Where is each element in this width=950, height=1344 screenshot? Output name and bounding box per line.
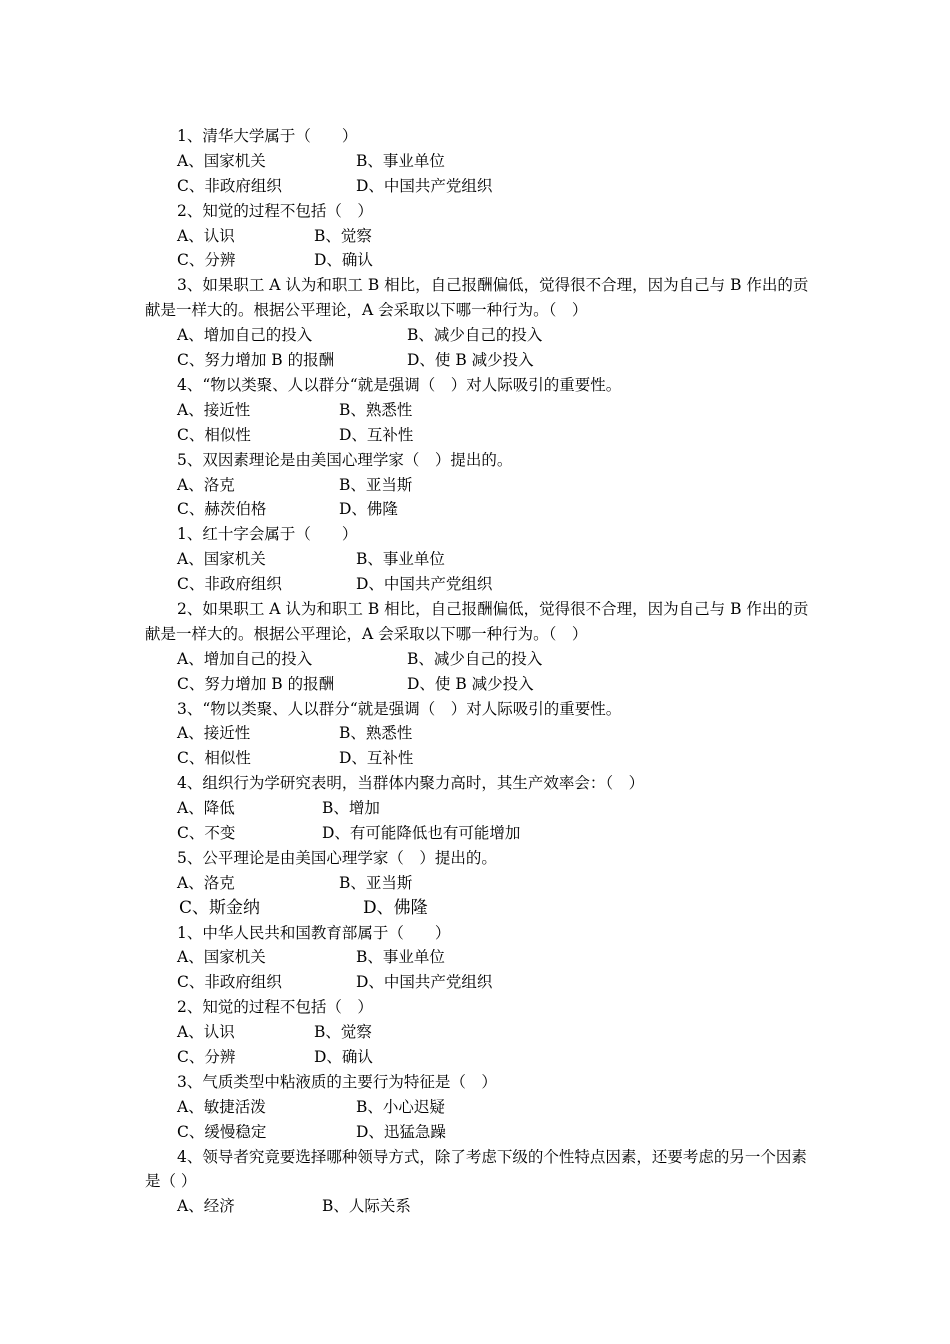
option-a: A、国家机关 — [177, 948, 266, 967]
options-row — [145, 224, 810, 249]
options-row — [145, 174, 810, 199]
option-b: B、人际关系 — [322, 1197, 411, 1216]
option-b: B、增加 — [322, 799, 380, 818]
options-row — [145, 672, 810, 697]
option-a: A、国家机关 — [177, 550, 266, 569]
question-block — [145, 124, 810, 1219]
options-row — [145, 1020, 810, 1045]
option-d: D、确认 — [314, 251, 373, 270]
option-a: A、洛克 — [177, 873, 235, 892]
option-d: D、使 B 减少投入 — [407, 674, 534, 693]
options-row — [145, 547, 810, 572]
option-b: B、事业单位 — [356, 550, 445, 569]
option-a: A、接近性 — [177, 400, 251, 419]
option-a: A、经济 — [177, 1197, 235, 1216]
question-1-text: 1、中华人民共和国教育部属于（ ） — [177, 923, 451, 942]
option-b: B、觉察 — [314, 226, 372, 245]
option-a: A、认识 — [177, 226, 235, 245]
option-c: C、努力增加 B 的报酬 — [177, 351, 335, 370]
options-row — [145, 896, 810, 921]
options-row — [145, 1194, 810, 1219]
option-a: A、认识 — [177, 1023, 235, 1042]
option-c: C、缓慢稳定 — [177, 1122, 267, 1141]
options-row — [145, 945, 810, 970]
option-c: C、不变 — [177, 824, 236, 842]
question-2-text: 2、知觉的过程不包括（ ） — [177, 998, 373, 1017]
option-a: A、敏捷活泼 — [177, 1097, 266, 1116]
option-d: D、有可能降低也有可能增加 — [322, 824, 521, 842]
options-row — [145, 572, 810, 597]
option-d: D、互补性 — [339, 425, 414, 444]
question-1-text: 1、红十字会属于（ ） — [177, 525, 358, 544]
option-c: C、赫茨伯格 — [177, 500, 267, 519]
question-5-text: 5、双因素理论是由美国心理学家（ ）提出的。 — [177, 450, 513, 469]
option-a: A、接近性 — [177, 724, 251, 743]
question-4-text: 4、领导者究竟要选择哪种领导方式，除了考虑下级的个性特点因素，还要考虑的另一个因素是（ ） — [145, 1147, 807, 1191]
question-4-text: 4、组织行为学研究表明，当群体内聚力高时，其生产效率会：（ ） — [177, 774, 645, 793]
option-a: A、洛克 — [177, 475, 235, 494]
option-c: C、非政府组织 — [177, 575, 282, 594]
option-c: C、分辨 — [177, 251, 236, 270]
options-row — [145, 1045, 810, 1070]
option-d: D、确认 — [314, 1048, 373, 1067]
option-d: D、互补性 — [339, 749, 414, 768]
option-b: B、熟悉性 — [339, 400, 413, 419]
options-row — [145, 423, 810, 448]
option-c: C、非政府组织 — [177, 176, 282, 195]
options-row — [145, 746, 810, 771]
option-c: C、非政府组织 — [177, 973, 282, 992]
options-row — [145, 248, 810, 273]
options-row — [145, 497, 810, 522]
option-b: B、觉察 — [314, 1023, 372, 1042]
question-3-text: 3、如果职工 A 认为和职工 B 相比，自己报酬偏低，觉得很不合理，因为自己与 B 作出的贡献是一样大的。根据公平理论，A 会采取以下哪一种行为。（ ） — [145, 276, 809, 320]
option-c: C、斯金纳 — [179, 897, 261, 918]
question-2-text: 2、知觉的过程不包括（ ） — [177, 201, 373, 220]
options-row — [145, 821, 810, 846]
option-d: D、使 B 减少投入 — [407, 351, 534, 370]
question-3-text: 3、气质类型中粘液质的主要行为特征是（ ） — [177, 1072, 497, 1091]
option-c: C、努力增加 B 的报酬 — [177, 674, 335, 693]
option-d: D、中国共产党组织 — [356, 176, 493, 195]
option-c: C、相似性 — [177, 425, 251, 444]
option-c: C、分辨 — [177, 1048, 236, 1067]
option-a: A、降低 — [177, 799, 235, 818]
options-row — [145, 398, 810, 423]
option-b: B、亚当斯 — [339, 873, 413, 892]
option-b: B、亚当斯 — [339, 475, 413, 494]
options-row — [145, 721, 810, 746]
option-d: D、迅猛急躁 — [356, 1122, 446, 1141]
option-d: D、中国共产党组织 — [356, 973, 493, 992]
option-b: B、减少自己的投入 — [407, 326, 543, 345]
option-b: B、事业单位 — [356, 948, 445, 967]
option-d: D、中国共产党组织 — [356, 575, 493, 594]
question-4-text: 4、“物以类聚、人以群分“就是强调（ ）对人际吸引的重要性。 — [177, 375, 622, 394]
options-row — [145, 871, 810, 896]
options-row — [145, 796, 810, 821]
option-a: A、增加自己的投入 — [177, 649, 313, 668]
question-2-text: 2、如果职工 A 认为和职工 B 相比，自己报酬偏低，觉得很不合理，因为自己与 B 作出的贡献是一样大的。根据公平理论，A 会采取以下哪一种行为。（ ） — [145, 599, 809, 643]
option-c: C、相似性 — [177, 749, 251, 768]
options-row — [145, 323, 810, 348]
options-row — [145, 1095, 810, 1120]
question-1-text: 1、清华大学属于（ ） — [177, 127, 358, 145]
question-5-text: 5、公平理论是由美国心理学家（ ）提出的。 — [177, 848, 497, 867]
option-d: D、佛隆 — [339, 500, 398, 519]
options-row — [145, 647, 810, 672]
question-3-text: 3、“物以类聚、人以群分“就是强调（ ）对人际吸引的重要性。 — [177, 699, 622, 718]
option-b: B、事业单位 — [356, 151, 445, 170]
option-a: A、国家机关 — [177, 151, 266, 170]
option-a: A、增加自己的投入 — [177, 326, 313, 345]
option-b: B、减少自己的投入 — [407, 649, 543, 668]
options-row — [145, 473, 810, 498]
options-row — [145, 1120, 810, 1145]
options-row — [145, 348, 810, 373]
option-b: B、熟悉性 — [339, 724, 413, 743]
options-row — [145, 970, 810, 995]
option-b: B、小心迟疑 — [356, 1097, 445, 1116]
option-d: D、佛隆 — [363, 897, 428, 918]
options-row — [145, 149, 810, 174]
